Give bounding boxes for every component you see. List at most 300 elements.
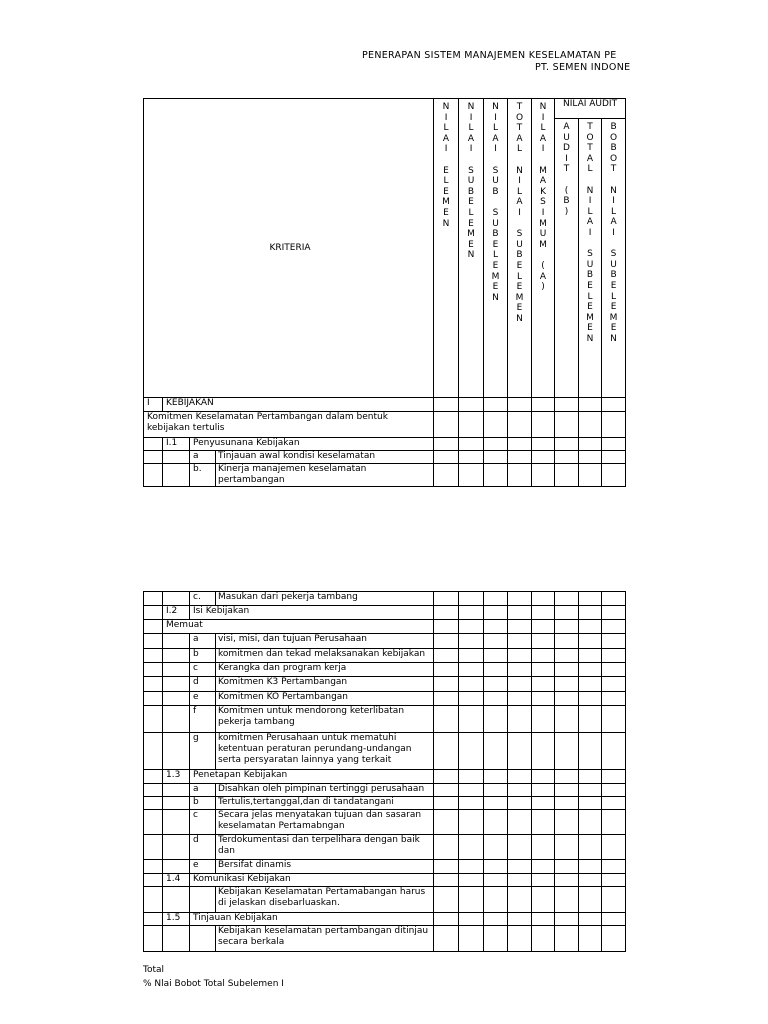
blank-cell [163,692,190,706]
item-text: Kebijakan keselamatan pertambangan ditinjau secara berkala [218,926,429,947]
score-cell [484,770,508,784]
score-cell [459,784,484,797]
item-letter: e [190,692,216,705]
subsection-title: Penetapan Kebijakan [190,770,434,784]
criteria-item [190,706,434,733]
score-cell [579,592,602,606]
score-cell [602,733,626,770]
blank-cell [144,797,163,810]
score-cell [579,887,602,913]
table-row [144,887,626,913]
score-cell [579,797,602,810]
score-cell [579,770,602,784]
score-cell [532,810,555,835]
score-cell [555,606,579,620]
score-cell [508,835,532,860]
score-cell [484,926,508,952]
score-cell [459,620,484,634]
score-cell [484,810,508,835]
score-cell [555,810,579,835]
score-cell [459,810,484,835]
blank-cell [144,606,163,620]
score-cell [459,835,484,860]
score-cell [532,926,555,952]
score-cell [484,860,508,874]
item-letter: b [190,797,216,809]
score-cell [532,860,555,874]
score-cell [508,606,532,620]
score-cell [484,706,508,733]
score-cell [459,412,484,438]
blank-cell [163,784,190,797]
item-text: Kerangka dan program kerja [218,663,347,673]
score-cell [532,835,555,860]
score-cell [602,810,626,835]
blank-cell [144,677,163,692]
criteria-item [190,733,434,770]
blank-cell [144,810,163,835]
score-cell [484,451,508,464]
score-cell [434,438,459,451]
score-cell [602,412,626,438]
table-row [144,412,626,438]
item-text: Masukan dari pekerja tambang [218,592,358,602]
score-cell [532,797,555,810]
score-cell [508,663,532,677]
table-row [144,797,626,810]
blank-cell [163,797,190,810]
score-cell [602,874,626,887]
score-cell [434,412,459,438]
table-row [144,663,626,677]
subsection-title: Komunikasi Kebijakan [190,874,434,887]
score-cell [555,464,579,487]
blank-cell [144,784,163,797]
subsection-title: Tinjauan Kebijakan [190,913,434,926]
score-cell [579,606,602,620]
table-row [144,733,626,770]
score-cell [434,398,459,412]
score-cell [555,784,579,797]
section-number: I [144,398,163,412]
footer-total: Total [143,965,165,975]
score-cell [579,810,602,835]
column-header-nilai-elemen: N I L A I E L E M E N [434,99,459,398]
table-body-bottom [144,592,626,952]
score-cell [579,634,602,649]
score-cell [602,634,626,649]
score-cell [555,649,579,663]
score-cell [602,913,626,926]
score-cell [555,835,579,860]
table-row [144,913,626,926]
table-body-top [144,398,626,487]
score-cell [508,887,532,913]
criteria-item [190,797,434,810]
score-cell [602,649,626,663]
table-row [144,835,626,860]
blank-cell [163,663,190,677]
blank-cell [144,451,163,464]
item-text: Terdokumentasi dan terpelihara dengan baik dan [218,835,420,856]
score-cell [484,733,508,770]
table-row [144,634,626,649]
score-cell [602,860,626,874]
score-cell [579,438,602,451]
score-cell [555,692,579,706]
score-cell [484,784,508,797]
score-cell [434,706,459,733]
score-cell [459,606,484,620]
score-cell [508,810,532,835]
score-cell [434,634,459,649]
score-cell [532,451,555,464]
table-row [144,926,626,952]
score-cell [579,926,602,952]
table-row [144,692,626,706]
criteria-item [190,810,434,835]
score-cell [484,677,508,692]
score-cell [508,770,532,784]
blank-cell [144,860,163,874]
column-header-total-nilai-subelemen: T O T A L N I L A I S U B E L E M E N [508,99,532,398]
score-cell [434,810,459,835]
score-cell [579,860,602,874]
score-cell [484,797,508,810]
score-cell [459,692,484,706]
blank-cell [163,451,190,464]
score-cell [602,677,626,692]
score-cell [508,412,532,438]
item-text: Secara jelas menyatakan tujuan dan sasaran keselamatan Pertamabngan [218,810,422,831]
table-row [144,464,626,487]
score-cell [579,784,602,797]
score-cell [579,874,602,887]
score-cell [459,733,484,770]
score-cell [484,606,508,620]
score-cell [555,592,579,606]
criteria-item [190,451,434,464]
score-cell [459,860,484,874]
score-cell [484,663,508,677]
score-cell [532,412,555,438]
score-cell [484,887,508,913]
score-cell [579,451,602,464]
document-title: PENERAPAN SISTEM MANAJEMEN KESELAMATAN PE [362,50,617,61]
item-letter: b [190,649,216,662]
blank-cell [163,464,190,487]
score-cell [459,438,484,451]
item-letter: a [190,451,216,463]
score-cell [434,620,459,634]
criteria-item [190,677,434,692]
score-cell [532,649,555,663]
score-cell [459,706,484,733]
score-cell [602,926,626,952]
score-cell [579,677,602,692]
item-letter: b. [190,464,216,486]
score-cell [579,464,602,487]
score-cell [555,438,579,451]
criteria-item [190,926,434,952]
table-row [144,784,626,797]
score-cell [602,398,626,412]
criteria-table-top [143,98,626,487]
blank-cell [163,592,190,606]
score-cell [555,663,579,677]
score-cell [434,663,459,677]
item-letter: c [190,810,216,834]
item-letter: a [190,634,216,648]
column-header-nilai-maksimum: N I L A I M A K S I M U M ( A ) [532,99,555,398]
score-cell [555,398,579,412]
score-cell [602,692,626,706]
score-cell [508,913,532,926]
score-cell [532,398,555,412]
score-cell [459,887,484,913]
item-text: Tertulis,tertanggal,dan di tandatangani [218,797,394,807]
score-cell [602,770,626,784]
score-cell [579,733,602,770]
blank-cell [144,887,163,913]
score-cell [602,663,626,677]
score-cell [459,797,484,810]
score-cell [508,677,532,692]
score-cell [555,706,579,733]
section-title: KEBIJAKAN [163,398,434,412]
score-cell [602,835,626,860]
criteria-item [190,835,434,860]
criteria-text: Komitmen Keselamatan Pertambangan dalam bentuk kebijakan tertulis [144,412,434,438]
score-cell [459,649,484,663]
score-cell [532,784,555,797]
score-cell [532,692,555,706]
blank-cell [163,706,190,733]
score-cell [508,784,532,797]
item-letter: e [190,860,216,873]
blank-cell [144,464,163,487]
blank-cell [163,860,190,874]
subsection-title: Penyusunana Kebijakan [190,438,434,451]
criteria-item [190,692,434,706]
score-cell [434,677,459,692]
blank-cell [144,649,163,663]
blank-cell [144,592,163,606]
score-cell [532,677,555,692]
score-cell [459,451,484,464]
score-cell [484,874,508,887]
blank-cell [163,887,190,913]
blank-cell [144,663,163,677]
blank-cell [144,438,163,451]
score-cell [434,860,459,874]
score-cell [508,464,532,487]
score-cell [434,733,459,770]
table-row [144,438,626,451]
score-cell [508,649,532,663]
item-text: Disahkan oleh pimpinan tertinggi perusahaan [218,784,425,794]
blank-cell [163,634,190,649]
subsection-number: 1.4 [163,874,190,887]
score-cell [484,692,508,706]
score-cell [579,692,602,706]
score-cell [434,464,459,487]
score-cell [602,438,626,451]
score-cell [532,706,555,733]
score-cell [508,592,532,606]
blank-cell [144,835,163,860]
table-row [144,770,626,784]
table-row [144,810,626,835]
score-cell [555,913,579,926]
table-row [144,649,626,663]
score-cell [484,634,508,649]
score-cell [484,592,508,606]
score-cell [459,592,484,606]
score-cell [459,663,484,677]
score-cell [602,620,626,634]
score-cell [579,398,602,412]
item-letter: f [190,706,216,732]
item-text: Komitmen untuk mendorong keterlibatan pekerja tambang [218,706,405,727]
subsection-number: 1.3 [163,770,190,784]
score-cell [579,620,602,634]
score-cell [555,860,579,874]
criteria-text: Memuat [163,620,434,634]
column-header-audit-b: A U D I T ( B ) [555,119,579,398]
blank-cell [144,874,163,887]
score-cell [532,592,555,606]
score-cell [579,649,602,663]
score-cell [508,438,532,451]
score-cell [532,913,555,926]
score-cell [532,663,555,677]
subsection-title: Isi Kebijakan [190,606,434,620]
score-cell [459,913,484,926]
item-text: visi, misi, dan tujuan Perusahaan [218,634,367,644]
score-cell [459,677,484,692]
blank-cell [144,692,163,706]
score-cell [434,451,459,464]
criteria-item [190,464,434,487]
score-cell [532,620,555,634]
score-cell [508,926,532,952]
company-name: PT. SEMEN INDONE [535,62,631,73]
score-cell [579,706,602,733]
blank-cell [163,677,190,692]
score-cell [434,835,459,860]
score-cell [508,692,532,706]
item-letter: g [190,733,216,769]
item-text: komitmen Perusahaan untuk mematuhi ketentuan peraturan perundang-undangan serta persyaratan lainnya yang terkait [218,733,412,765]
score-cell [434,926,459,952]
score-cell [484,835,508,860]
score-cell [602,887,626,913]
score-cell [459,770,484,784]
blank-cell [144,634,163,649]
score-cell [508,797,532,810]
score-cell [602,784,626,797]
table-row [144,398,626,412]
blank-cell [163,810,190,835]
criteria-item [190,592,434,606]
criteria-item [190,860,434,874]
score-cell [434,592,459,606]
score-cell [459,398,484,412]
item-text: Komitmen K3 Pertambangan [218,677,348,687]
score-cell [459,926,484,952]
footer-percent-bobot: % Nlai Bobot Total Subelemen I [143,979,284,989]
table-row [144,620,626,634]
score-cell [434,874,459,887]
score-cell [555,451,579,464]
score-cell [555,733,579,770]
score-cell [434,649,459,663]
score-cell [555,620,579,634]
score-cell [532,770,555,784]
score-cell [555,926,579,952]
column-header-nilai-sub-subelemen: N I L A I S U B S U B E L E M E N [484,99,508,398]
score-cell [555,677,579,692]
item-letter: c. [190,592,216,605]
blank-cell [144,926,163,952]
score-cell [484,620,508,634]
item-letter: d [190,677,216,691]
score-cell [508,733,532,770]
blank-cell [144,770,163,784]
blank-cell [163,733,190,770]
criteria-item [190,634,434,649]
score-cell [532,464,555,487]
score-cell [555,412,579,438]
item-letter: c [190,663,216,676]
column-header-bobot-nilai-subelemen: B O B O T N I L A I S U B E L E M E N [602,119,626,398]
table-row [144,860,626,874]
criteria-item [190,784,434,797]
column-header-kriteria: KRITERIA [144,99,434,398]
score-cell [579,835,602,860]
blank-cell [163,649,190,663]
score-cell [555,797,579,810]
score-cell [532,438,555,451]
score-cell [434,770,459,784]
score-cell [434,797,459,810]
item-letter [190,887,216,912]
blank-cell [144,706,163,733]
score-cell [532,606,555,620]
table-row [144,451,626,464]
score-cell [555,887,579,913]
item-text: komitmen dan tekad melaksanakan kebijakan [218,649,426,659]
score-cell [602,451,626,464]
score-cell [508,620,532,634]
score-cell [508,398,532,412]
score-cell [459,874,484,887]
score-cell [508,634,532,649]
score-cell [459,464,484,487]
score-cell [508,706,532,733]
score-cell [484,649,508,663]
criteria-item [190,663,434,677]
score-cell [484,438,508,451]
score-cell [532,874,555,887]
subsection-number: 1.5 [163,913,190,926]
score-cell [508,874,532,887]
score-cell [555,874,579,887]
column-header-nilai-audit: NILAI AUDIT [555,99,626,119]
score-cell [532,887,555,913]
blank-cell [144,913,163,926]
